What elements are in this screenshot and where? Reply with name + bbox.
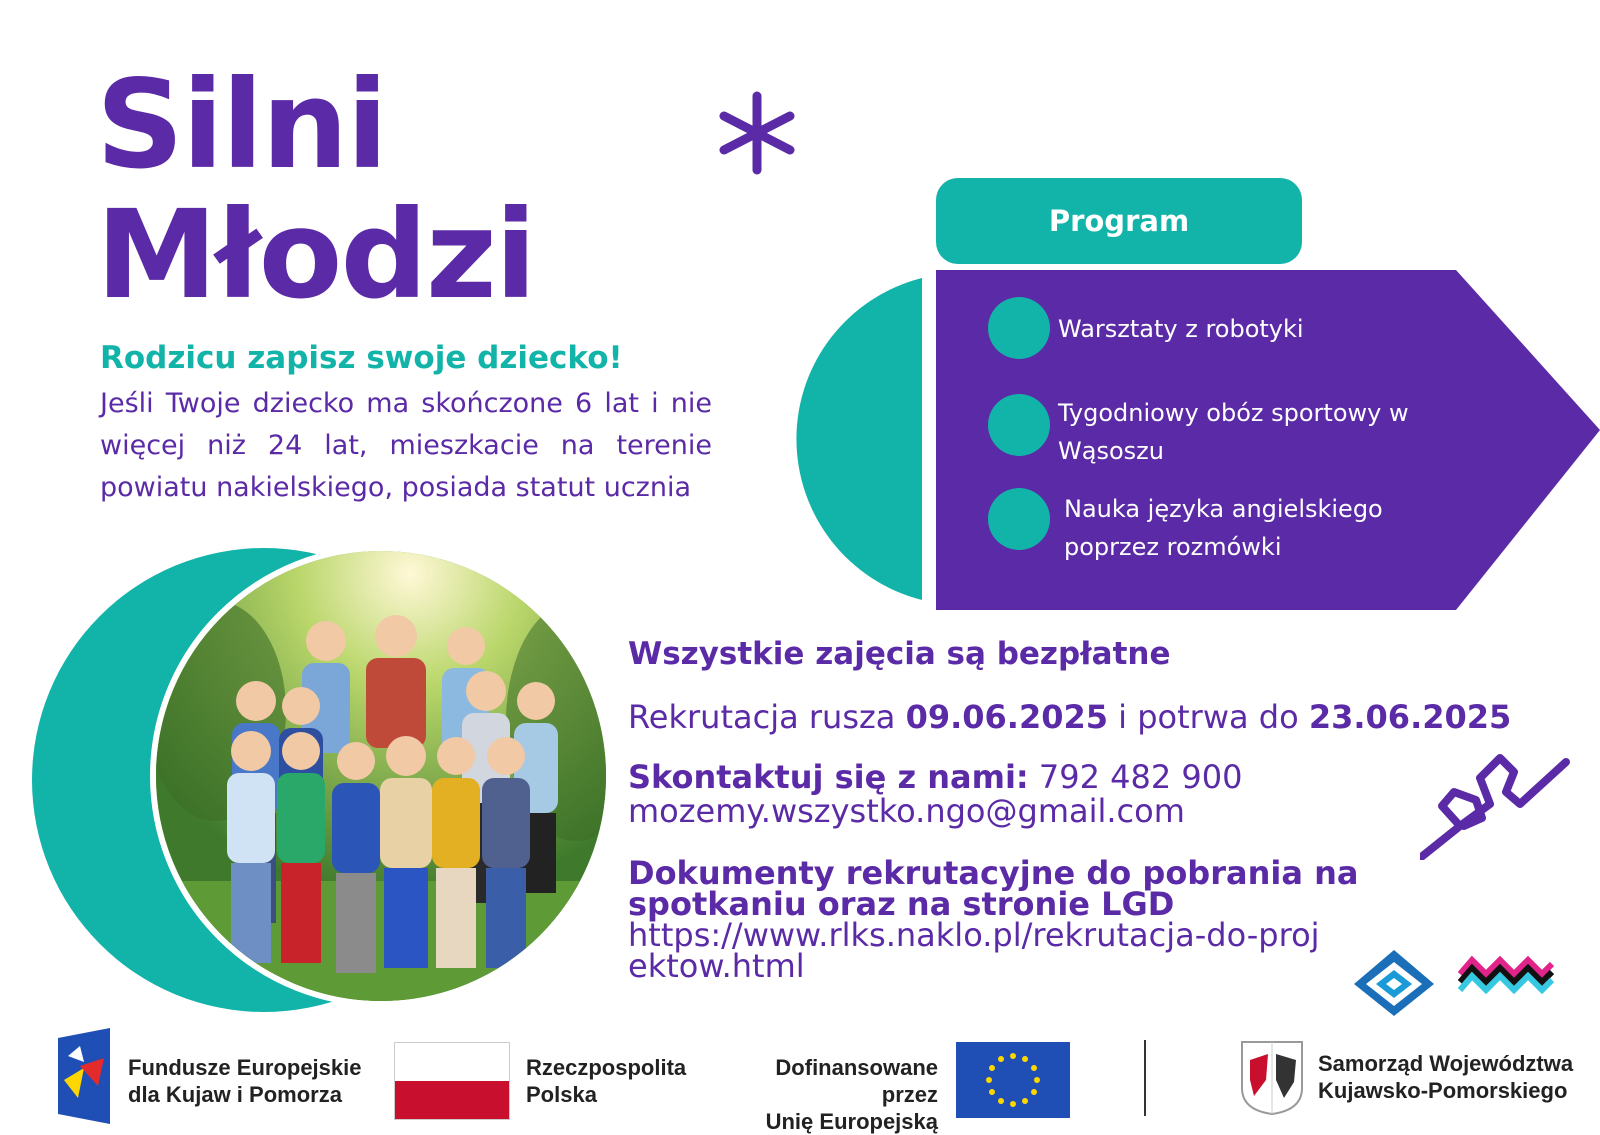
asterisk-icon	[712, 88, 802, 178]
fe-logo-text	[128, 1054, 362, 1108]
subtitle: Rodzicu zapisz swoje dziecko!	[100, 340, 623, 376]
documents-block	[628, 854, 1388, 985]
program-item-robotics: Warsztaty z robotyki	[1058, 315, 1304, 343]
squiggle-decoration-icon	[1420, 748, 1570, 860]
children-photo-illustration	[156, 551, 612, 1007]
contact-label: Skontaktuj się z nami:	[628, 758, 1029, 796]
eu-line-1: Dofinansowane przez	[775, 1055, 938, 1107]
title-line-2: Młodzi	[96, 184, 535, 326]
documents-label: Dokumenty rekrutacyjne do pobrania na spotkaniu oraz na stronie LGD	[628, 854, 1359, 923]
fe-line-2: dla Kujaw i Pomorza	[128, 1082, 342, 1107]
recruit-end-date: 23.06.2025	[1308, 698, 1512, 736]
documents-url-link[interactable]: https://www.rlks.naklo.pl/rekrutacja-do-projektow.html	[628, 916, 1320, 985]
program-heading-label: Program	[1048, 204, 1190, 238]
rlks-naklo-logo	[1458, 952, 1554, 994]
program-heading	[936, 178, 1302, 264]
eu-logo-text	[720, 1054, 938, 1135]
free-classes-notice: Wszystkie zajęcia są bezpłatne	[628, 636, 1171, 672]
intro-text: Jeśli Twoje dziecko ma skończone 6 lat i nie więcej niż 24 lat, mieszkacie na terenie powiatu nakielskiego, posiada statut ucznia	[100, 388, 712, 503]
eu-flag-icon	[956, 1042, 1070, 1118]
fe-line-1: Fundusze Europejskie	[128, 1055, 362, 1080]
sw-line-2: Kujawsko-Pomorskiego	[1318, 1078, 1568, 1103]
kujawsko-pomorskie-coat-of-arms	[1240, 1040, 1304, 1116]
fundusze-europejskie-logo	[58, 1028, 110, 1124]
recruit-prefix: Rekrutacja rusza	[628, 698, 896, 736]
contact-block	[628, 760, 1242, 828]
recruit-mid: i potrwa do	[1118, 698, 1299, 736]
eu-line-2: Unię Europejską	[765, 1109, 938, 1134]
program-bullet-icon	[988, 297, 1050, 359]
recruit-start-date: 09.06.2025	[905, 698, 1108, 736]
recruitment-dates	[628, 698, 1511, 736]
rp-line-1: Rzeczpospolita	[526, 1055, 687, 1080]
program-bullet-icon	[988, 394, 1050, 456]
rp-line-2: Polska	[526, 1082, 597, 1107]
lgd-partnership-logo	[1352, 948, 1436, 1018]
contact-phone[interactable]: 792 482 900	[1038, 758, 1243, 796]
program-item-sport-camp: Tygodniowy obóz sportowy w Wąsoszu	[1058, 399, 1409, 465]
contact-email[interactable]: mozemy.wszystko.ngo@gmail.com	[628, 792, 1185, 830]
sw-logo-text	[1318, 1050, 1573, 1104]
title-line-1: Silni	[96, 54, 387, 196]
polish-flag	[394, 1042, 510, 1120]
rp-logo-text	[526, 1054, 686, 1108]
program-item-english: Nauka języka angielskiego poprzez rozmówki	[1064, 495, 1383, 561]
footer-divider	[1144, 1040, 1146, 1116]
sw-line-1: Samorząd Województwa	[1318, 1051, 1574, 1076]
page-title	[96, 54, 535, 326]
children-photo	[150, 545, 612, 1007]
program-bullet-icon	[988, 488, 1050, 550]
